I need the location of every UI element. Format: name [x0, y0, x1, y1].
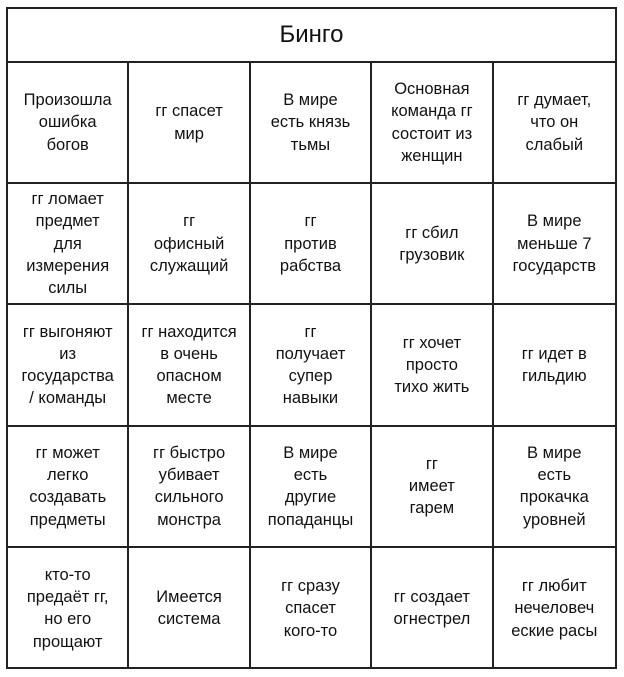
bingo-board — [6, 7, 617, 669]
bingo-cell-r1-c1[interactable]: Произошла ошибка богов — [8, 63, 129, 184]
bingo-cell-r3-c5[interactable]: гг идет в гильдию — [494, 305, 615, 426]
bingo-cell-r3-c1[interactable]: гг выгоняют из государства / команды — [8, 305, 129, 426]
bingo-cell-r3-c3[interactable]: гг получает супер навыки — [251, 305, 372, 426]
bingo-cell-r2-c1[interactable]: гг ломает предмет для измерения силы — [8, 184, 129, 305]
bingo-grid — [8, 63, 615, 669]
bingo-cell-r4-c5[interactable]: В мире есть прокачка уровней — [494, 427, 615, 548]
bingo-cell-r1-c4[interactable]: Основная команда гг состоит из женщин — [372, 63, 493, 184]
bingo-cell-r2-c2[interactable]: гг офисный служащий — [129, 184, 250, 305]
bingo-cell-r4-c2[interactable]: гг быстро убивает сильного монстра — [129, 427, 250, 548]
bingo-cell-r3-c4[interactable]: гг хочет просто тихо жить — [372, 305, 493, 426]
bingo-cell-r2-c5[interactable]: В мире меньше 7 государств — [494, 184, 615, 305]
bingo-cell-r2-c4[interactable]: гг сбил грузовик — [372, 184, 493, 305]
bingo-cell-r5-c3[interactable]: гг сразу спасет кого-то — [251, 548, 372, 669]
bingo-cell-r5-c2[interactable]: Имеется система — [129, 548, 250, 669]
bingo-cell-r4-c4[interactable]: гг имеет гарем — [372, 427, 493, 548]
bingo-cell-r1-c5[interactable]: гг думает, что он слабый — [494, 63, 615, 184]
bingo-cell-r4-c3[interactable]: В мире есть другие попаданцы — [251, 427, 372, 548]
bingo-cell-r1-c2[interactable]: гг спасет мир — [129, 63, 250, 184]
bingo-cell-r1-c3[interactable]: В мире есть князь тьмы — [251, 63, 372, 184]
bingo-cell-r5-c4[interactable]: гг создает огнестрел — [372, 548, 493, 669]
bingo-cell-r5-c5[interactable]: гг любит нечеловеч еские расы — [511, 577, 598, 640]
bingo-cell-r4-c1[interactable]: гг может легко создавать предметы — [8, 427, 129, 548]
bingo-cell-r3-c2[interactable]: гг находится в очень опасном месте — [129, 305, 250, 426]
bingo-cell-r5-c1[interactable]: кто-то предаёт гг, но его прощают — [8, 548, 129, 669]
bingo-cell-r2-c3[interactable]: гг против рабства — [251, 184, 372, 305]
bingo-title: Бинго — [8, 9, 615, 63]
